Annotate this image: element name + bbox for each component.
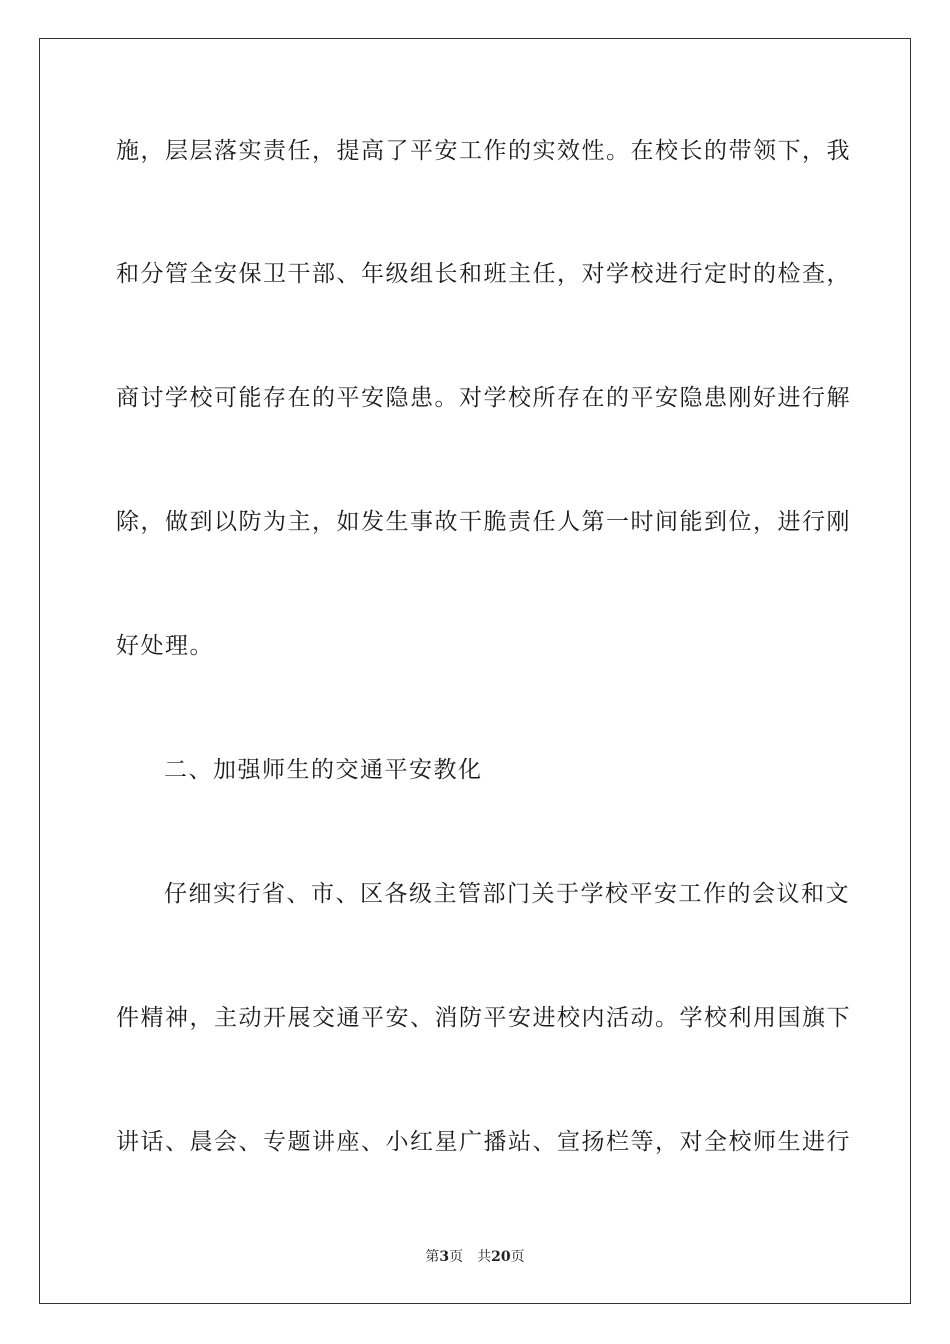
body-text-line: 商讨学校可能存在的平安隐患。对学校所存在的平安隐患刚好进行解	[116, 385, 851, 411]
page-current: 3	[439, 1249, 450, 1265]
body-text-line: 件精神，主动开展交通平安、消防平安进校内活动。学校利用国旗下	[116, 1005, 851, 1031]
body-text-line: 除，做到以防为主，如发生事故干脆责任人第一时间能到位，进行刚	[116, 509, 851, 535]
page-mid: 页 共	[449, 1249, 492, 1265]
page-prefix: 第	[425, 1249, 440, 1265]
page-footer	[0, 1248, 950, 1266]
body-text-line: 好处理。	[116, 633, 214, 659]
body-text-line: 和分管全安保卫干部、年级组长和班主任，对学校进行定时的检查，	[116, 261, 851, 287]
section-heading: 二、加强师生的交通平安教化	[164, 757, 483, 783]
body-text-line: 讲话、晨会、专题讲座、小红星广播站、宣扬栏等，对全校师生进行	[116, 1129, 851, 1155]
page-total: 20	[491, 1249, 511, 1265]
body-text-line: 施，层层落实责任，提高了平安工作的实效性。在校长的带领下，我	[116, 138, 851, 164]
page-suffix: 页	[510, 1249, 525, 1265]
body-text-line: 仔细实行省、市、区各级主管部门关于学校平安工作的会议和文	[164, 881, 850, 907]
page-frame	[39, 38, 911, 1304]
